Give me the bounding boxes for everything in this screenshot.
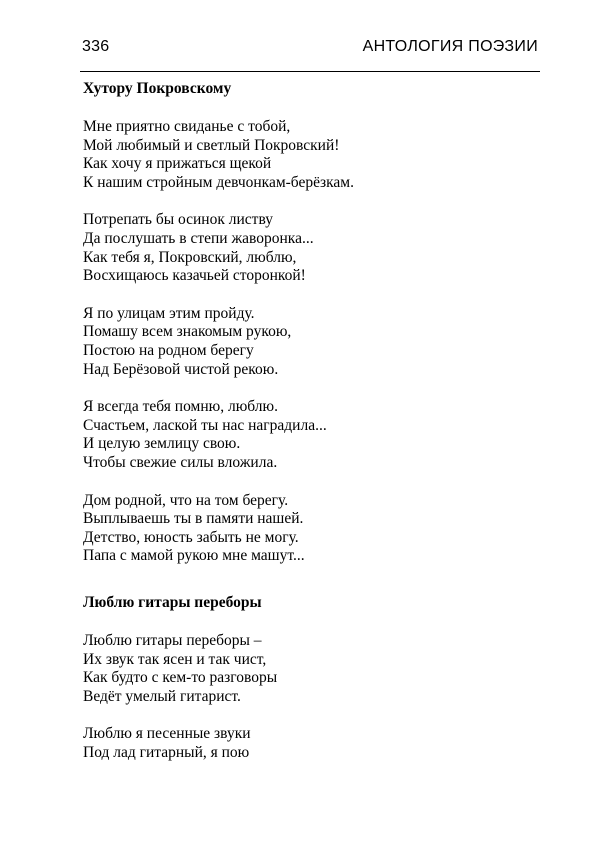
stanza xyxy=(83,492,538,566)
stanza xyxy=(83,398,538,472)
poem-line: Постою на родном берегу xyxy=(83,342,254,360)
page-content xyxy=(83,80,538,763)
poem-line: И целую землицу свою. xyxy=(83,435,241,453)
poem-line: Под лад гитарный, я пою xyxy=(83,744,250,762)
poem-title: Хутору Покровскому xyxy=(83,80,232,97)
poem-line: Как будто с кем-то разговоры xyxy=(83,669,278,687)
poem-line: Как хочу я прижаться щекой xyxy=(83,155,272,173)
poem-line: Их звук так ясен и так чист, xyxy=(83,650,267,668)
page-header xyxy=(80,36,540,72)
poem-line: Над Берёзовой чистой рекою. xyxy=(83,360,279,378)
poem xyxy=(83,80,538,566)
poem-line: Ведёт умелый гитарист. xyxy=(83,687,241,705)
poem-line: Я по улицам этим пройду. xyxy=(83,304,255,322)
poem-title: Люблю гитары переборы xyxy=(83,593,262,611)
stanza xyxy=(83,118,538,192)
poem-line: Я всегда тебя помню, люблю. xyxy=(83,398,278,416)
poem-line: Люблю гитары переборы – xyxy=(83,632,262,650)
poem-line: Помашу всем знакомым рукою, xyxy=(83,323,292,341)
stanza xyxy=(83,632,538,706)
stanza xyxy=(83,211,538,285)
poem-line: К нашим стройным девчонкам-берёзкам. xyxy=(83,173,354,191)
book-title: АНТОЛОГИЯ ПОЭЗИИ xyxy=(362,38,538,55)
poem-line: Как тебя я, Покровский, люблю, xyxy=(83,248,297,266)
poem-line: Потрепать бы осинок листву xyxy=(83,211,273,229)
poem-line: Детство, юность забыть не могу. xyxy=(83,528,299,546)
poem-line: Выплываешь ты в памяти нашей. xyxy=(83,510,304,528)
poem-line: Да послушать в степи жаворонка... xyxy=(83,230,314,248)
page-number: 336 xyxy=(82,38,110,55)
stanza xyxy=(83,725,538,762)
poem-line: Мне приятно свиданье с тобой, xyxy=(83,118,291,136)
poem-line: Счастьем, лаской ты нас наградила... xyxy=(83,416,327,434)
stanza xyxy=(83,305,538,379)
poem xyxy=(83,594,538,763)
poem-line: Мой любимый и светлый Покровский! xyxy=(83,136,340,154)
poem-line: Чтобы свежие силы вложила. xyxy=(83,454,278,471)
poem-line: Восхищаюсь казачьей сторонкой! xyxy=(83,267,306,285)
poem-line: Люблю я песенные звуки xyxy=(83,725,251,743)
poem-line: Дом родной, что на том берегу. xyxy=(83,491,289,509)
poem-line: Папа с мамой рукою мне машут... xyxy=(83,547,305,565)
